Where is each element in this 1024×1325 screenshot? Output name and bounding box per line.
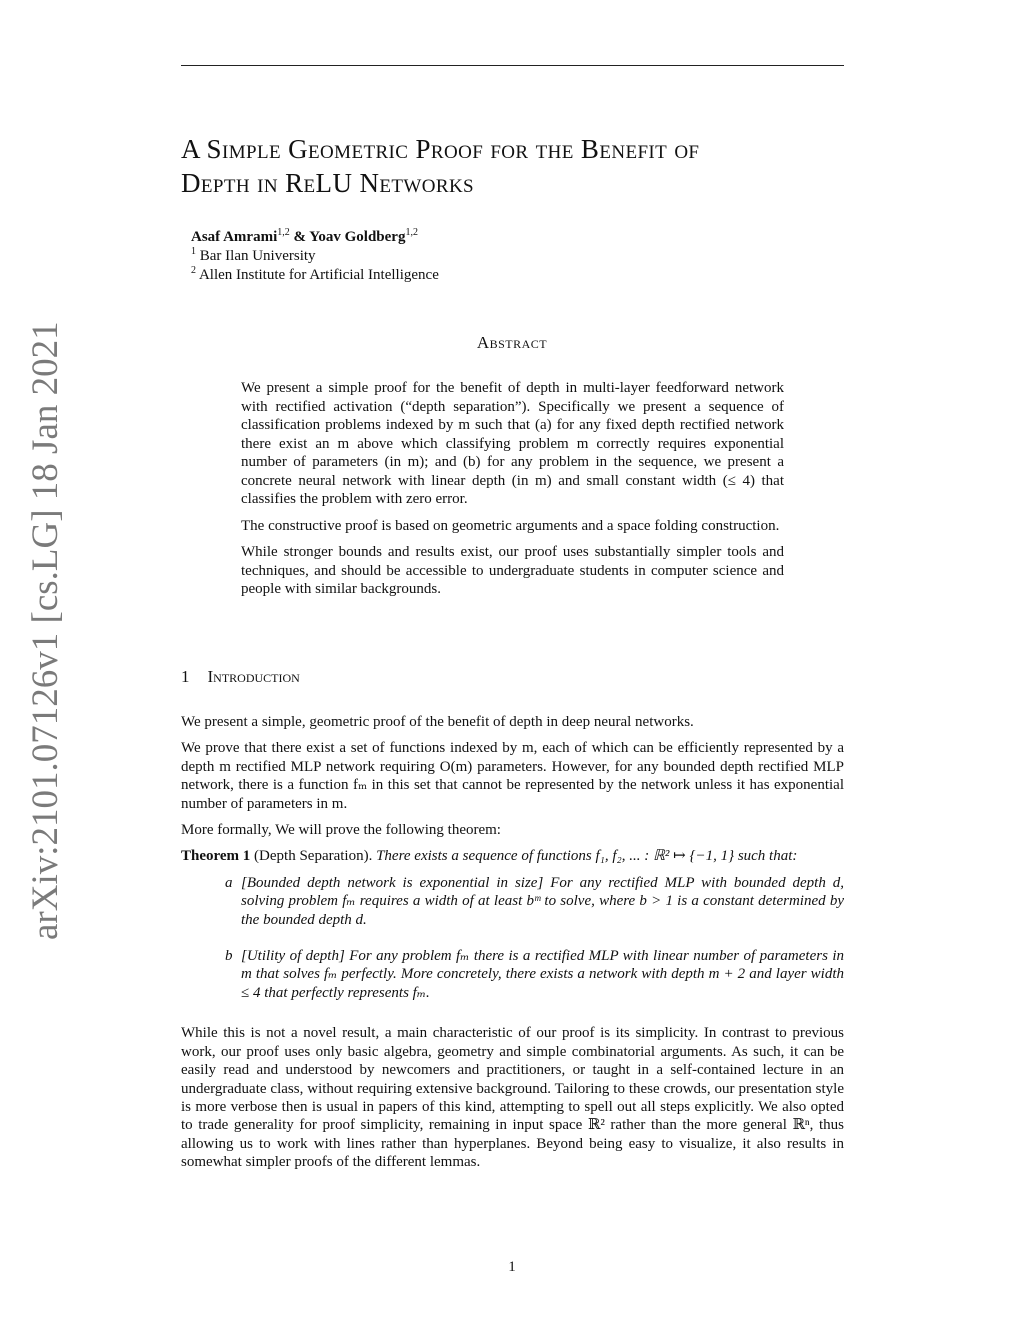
item-b-mark: b: [225, 948, 233, 965]
abstract-paragraph-2: The constructive proof is based on geometric arguments and a space folding construction.: [241, 517, 780, 534]
author-2-affil: 1,2: [405, 227, 418, 238]
affiliation-1: [191, 247, 439, 266]
section-number: 1: [181, 667, 190, 686]
theorem-items: [181, 874, 844, 1002]
intro-paragraph-1: We present a simple, geometric proof of the benefit of depth in deep neural networks.: [181, 714, 694, 730]
affiliation-1-text: Bar Ilan University: [199, 248, 316, 264]
introduction-body: [181, 713, 844, 1180]
affiliation-2: [191, 266, 439, 285]
author-1: Asaf Amrami: [191, 229, 278, 245]
intro-paragraph-2: We prove that there exist a set of functions indexed by m, each of which can be efficiently represented by a depth m rectified MLP network requiring O(m) parameters. However, for any bounded depth rectified MLP network, there is a function fₘ in this set that cannot be represented by the network unless it has exponential number of parameters in m.: [181, 740, 844, 812]
page-number: 1: [508, 1259, 516, 1275]
abstract-paragraph-1: We present a simple proof for the benefit of depth in multi-layer feedforward network with rectified activation (“depth separation”). Specifically we present a sequence of classification problems indexed by m such that (a) for any fixed depth rectified network there exist an m above which classifying problem m correctly requires exponential number of parameters (in m); and (b) for any problem in the sequence, we present a concrete neural network with linear depth (in m) and small constant width (≤ 4) that classifies the problem with zero error.: [241, 380, 784, 507]
author-2: Yoav Goldberg: [309, 229, 406, 245]
author-1-affil: 1,2: [277, 227, 290, 238]
theorem-statement: [181, 847, 844, 865]
item-a-text: [Bounded depth network is exponential in size] For any rectified MLP with bounded depth d, solving problem fₘ requires a width of at least bᵐ to solve, where b > 1 is a constant determined by the bounded depth d.: [241, 874, 844, 928]
item-b-text: [Utility of depth] For any problem fₘ there is a rectified MLP with linear number of parameters in m that solves fₘ perfectly. More concretely, there exists a network with depth m + 2 and layer width ≤ 4 that perfectly represents fₘ.: [241, 948, 844, 1001]
title-line-2: Depth in ReLU Networks: [181, 168, 475, 198]
affiliation-2-text: Allen Institute for Artificial Intelligence: [198, 267, 439, 283]
theorem-item-a: [181, 874, 844, 929]
theorem-text: There exists a sequence of functions f₁, f₂, ... : ℝ² ↦ {−1, 1} such that:: [376, 848, 798, 865]
theorem-item-b: [181, 947, 844, 1002]
theorem-label: Theorem 1: [181, 848, 251, 865]
intro-paragraph-3: More formally, We will prove the following theorem:: [181, 822, 501, 839]
abstract-paragraph-3: While stronger bounds and results exist, our proof uses substantially simpler tools and techniques, and should be accessible to undergraduate students in computer science and people with similar backgrounds.: [241, 544, 784, 597]
abstract-body: [241, 379, 784, 607]
affiliation-2-mark: 2: [191, 265, 196, 276]
theorem-name: (Depth Separation).: [254, 848, 373, 865]
author-block: [191, 228, 439, 285]
abstract-heading: Abstract: [476, 333, 548, 352]
paper-title: [181, 132, 861, 200]
title-line-1: A Simple Geometric Proof for the Benefit of: [181, 134, 700, 164]
arxiv-sidebar-stamp: arXiv:2101.07126v1 [cs.LG] 18 Jan 2021: [25, 321, 66, 940]
intro-paragraph-4: While this is not a novel result, a main characteristic of our proof is its simplicity. In contrast to previous work, our proof uses only basic algebra, geometry and simple combinatorial arguments. As such, it can be easily read and understood by newcomers and practitioners, or taught in a self-contained lecture in an undergraduate class, without requiring extensive background. Tailoring to these crowds, our presentation style is more verbose then is usual in papers of this kind, attempting to spell out all steps explicitly. We also opted to trade generality for proof simplicity, remaining in input space ℝ² rather than the more general ℝⁿ, thus allowing us to work with lines rather than hyperplanes. Beyond being easy to visualize, it also results in somewhat simpler proofs of the different lemmas.: [181, 1025, 844, 1171]
author-joiner: &: [289, 229, 310, 245]
section-title: Introduction: [207, 667, 300, 686]
introduction-heading: [181, 667, 300, 687]
top-rule: [181, 65, 844, 66]
author-names: [191, 228, 439, 247]
affiliation-1-mark: 1: [191, 246, 196, 257]
item-a-mark: a: [225, 874, 233, 891]
